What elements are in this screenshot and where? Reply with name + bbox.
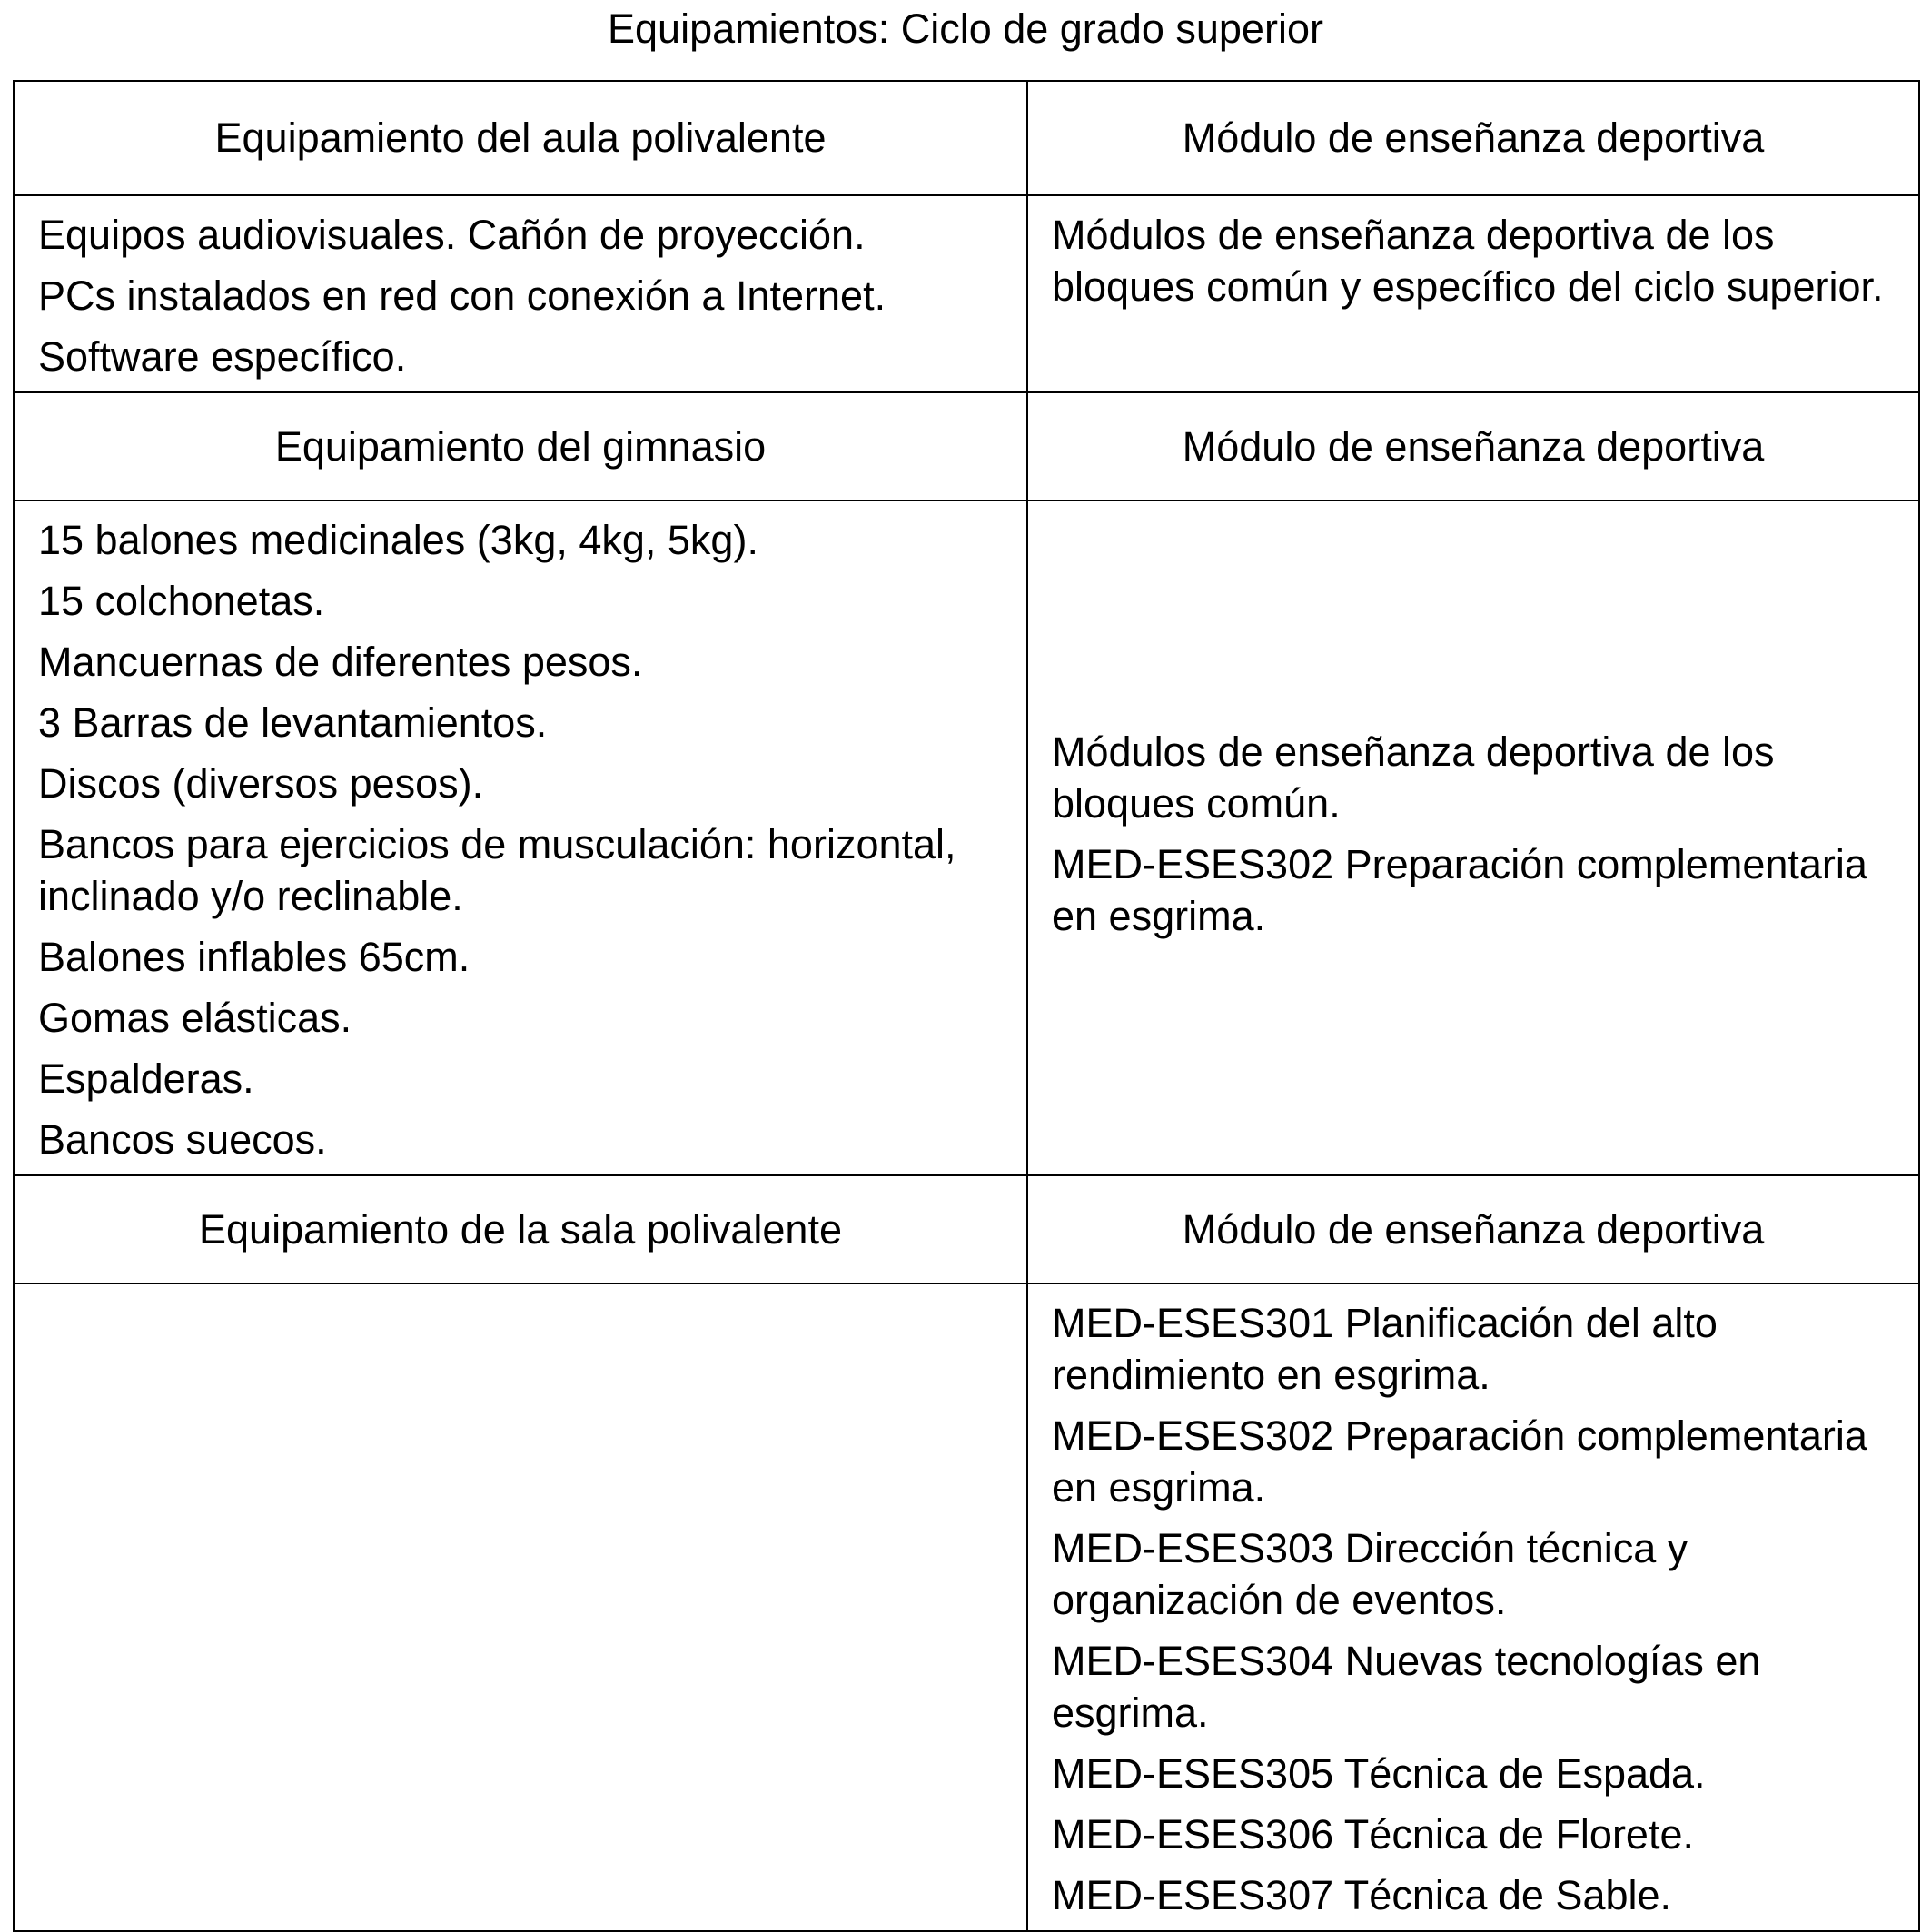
equipment-header: Equipamiento de la sala polivalente [14, 1175, 1027, 1283]
module-item: MED-ESES302 Preparación complementaria en esgrima. [1052, 1412, 1867, 1511]
section-header-row [14, 81, 1919, 195]
equipment-item: Equipos audiovisuales. Cañón de proyección. [38, 212, 866, 258]
equipment-item: Espalderas. [38, 1055, 254, 1102]
equipment-item: Discos (diversos pesos). [38, 760, 484, 807]
section-body-row [14, 195, 1919, 392]
equipment-table [13, 80, 1920, 1932]
equipment-item: PCs instalados en red con conexión a Internet. [38, 272, 886, 319]
equipment-item: Software específico. [38, 333, 407, 380]
equipment-item: Bancos suecos. [38, 1116, 327, 1163]
equipment-item: Balones inflables 65cm. [38, 934, 470, 980]
module-item: Módulos de enseñanza deportiva de los bloques común. [1052, 728, 1775, 827]
module-item: MED-ESES302 Preparación complementaria en esgrima. [1052, 840, 1867, 939]
module-item: MED-ESES305 Técnica de Espada. [1052, 1750, 1706, 1797]
module-item: MED-ESES301 Planificación del alto rendimiento en esgrima. [1052, 1300, 1718, 1398]
module-item: Módulos de enseñanza deportiva de los bloques común y específico del ciclo superior. [1052, 212, 1884, 310]
module-header: Módulo de enseñanza deportiva [1027, 81, 1919, 195]
equipment-item: 15 balones medicinales (3kg, 4kg, 5kg). [38, 517, 758, 563]
equipment-item: 15 colchonetas. [38, 578, 325, 624]
equipment-item: 3 Barras de levantamientos. [38, 699, 548, 746]
section-header-row [14, 1175, 1919, 1283]
module-header: Módulo de enseñanza deportiva [1027, 1175, 1919, 1283]
module-cell [1027, 1283, 1919, 1931]
section-header-row [14, 392, 1919, 500]
document-title: Equipamientos: Ciclo de grado superior [608, 5, 1323, 52]
module-header: Módulo de enseñanza deportiva [1027, 392, 1919, 500]
module-item: MED-ESES303 Dirección técnica y organización de eventos. [1052, 1525, 1688, 1623]
equipment-header: Equipamiento del aula polivalente [14, 81, 1027, 195]
equipment-cell [14, 195, 1027, 392]
section-body-row [14, 500, 1919, 1175]
module-item: MED-ESES306 Técnica de Florete. [1052, 1811, 1694, 1858]
equipment-item: Mancuernas de diferentes pesos. [38, 639, 643, 685]
equipment-cell [14, 1283, 1027, 1931]
module-item: MED-ESES307 Técnica de Sable. [1052, 1872, 1672, 1918]
equipment-item: Gomas elásticas. [38, 995, 352, 1041]
equipment-item: Bancos para ejercicios de musculación: horizontal, inclinado y/o reclinable. [38, 821, 956, 919]
module-cell [1027, 500, 1919, 1175]
equipment-header: Equipamiento del gimnasio [14, 392, 1027, 500]
section-body-row [14, 1283, 1919, 1931]
equipment-cell [14, 500, 1027, 1175]
module-cell [1027, 195, 1919, 392]
module-item: MED-ESES304 Nuevas tecnologías en esgrima. [1052, 1638, 1761, 1736]
